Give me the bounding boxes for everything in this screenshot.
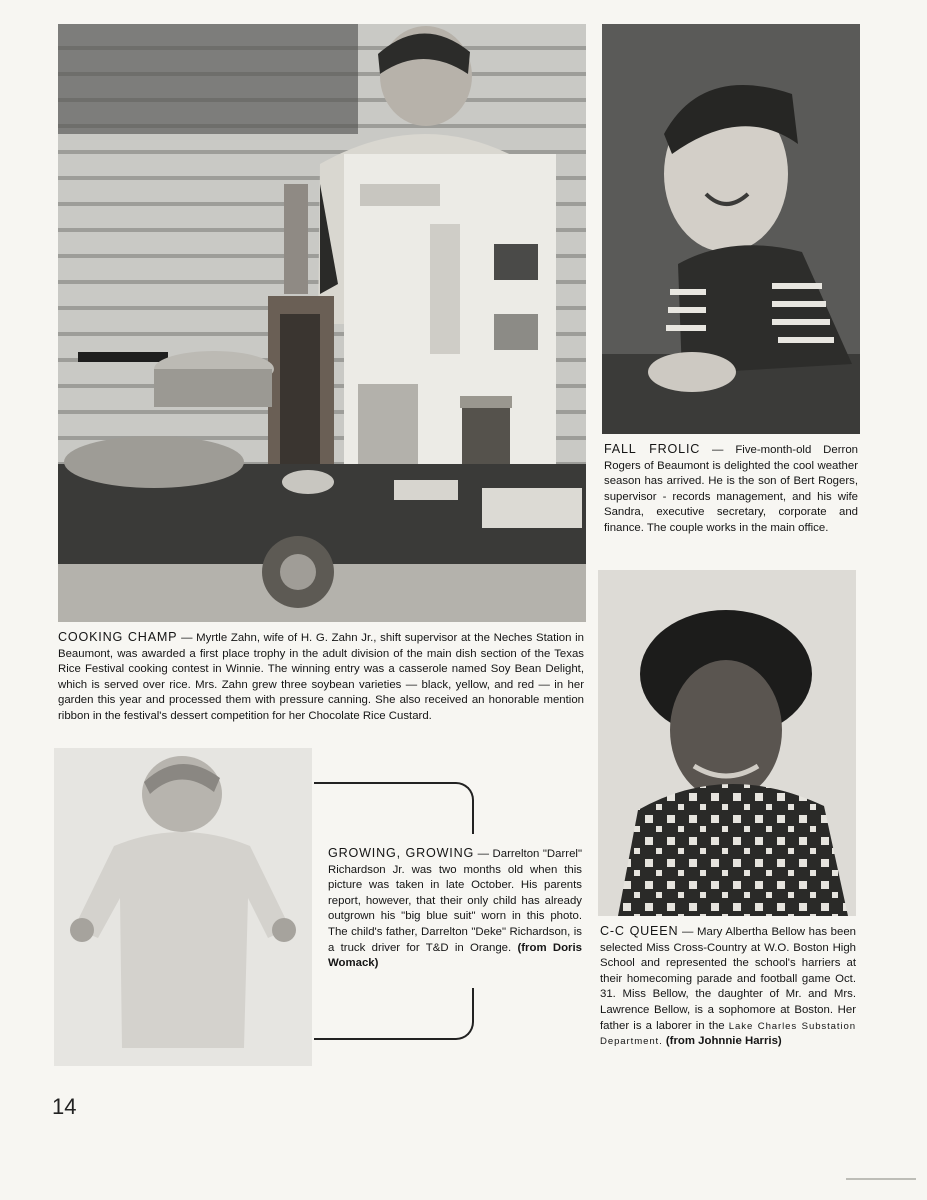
- cooking-champ-caption: [58, 630, 584, 725]
- cooking-champ-body: — Myrtle Zahn, wife of H. G. Zahn Jr., shift supervisor at the Neches Station in Beaumont, was awarded a first place trophy in the adult division of the main dish section of the Texas Rice Festival cooking contest in Winnie. The winning entry was a casserole named Soy Bean Delight, which is served over rice. Mrs. Zahn grew three soybean varieties — black, yellow, and red — in her garden this year and processed them with pressure canning. She also received an honorable mention ribbon in the festival's dessert competition for her Chocolate Rice Custard.: [58, 632, 585, 722]
- growing-heading: GROWING, GROWING: [328, 846, 475, 860]
- cooking-champ-photo: [58, 24, 586, 622]
- cc-queen-photo: [598, 570, 856, 916]
- fall-frolic-photo: [602, 24, 860, 434]
- growing-body: — Darrelton "Darrel" Richardson Jr. was two months old when this picture was taken in late October. His parents report, however, that their only child has already outgrown his "big blue suit" worn in this photo. The child's father, Darrelton "Deke" Richardson, is a truck driver for T&D in Orange.: [328, 848, 582, 954]
- page-number: 14: [52, 1094, 77, 1119]
- cc-queen-caption: [600, 924, 856, 1050]
- growing-caption: [328, 846, 582, 972]
- growing-photo: [54, 748, 312, 1066]
- cc-queen-credit: (from Johnnie Harris): [665, 1035, 782, 1048]
- page-edge-line: [846, 1178, 916, 1180]
- growing-credit: (from Doris Womack): [328, 941, 582, 970]
- cc-queen-body: — Mary Albertha Bellow has been selected Miss Cross-Country at W.O. Boston High School and represented the school's harriers at their homecoming parade and football game Oct. 31. Miss Bellow, the daughter of Mr. and Mrs. Lawrence Bellow, is a sophomore at Boston. Her father is a laborer in the: [600, 926, 856, 1032]
- caption-bracket-bottom: [314, 988, 474, 1040]
- cc-queen-heading: C-C QUEEN: [600, 924, 679, 938]
- cc-queen-small-line: Lake Charles Substation Department.: [600, 1020, 856, 1048]
- fall-frolic-body: — Five-month-old Derron Rogers of Beaumont is delighted the cool weather season has arrived. He is the son of Bert Rogers, supervisor - records management, and his wife Sandra, executive secretary, corporate and finance. The couple works in the main office.: [604, 444, 859, 534]
- cooking-champ-heading: COOKING CHAMP: [58, 630, 178, 644]
- caption-bracket-top: [314, 782, 474, 834]
- fall-frolic-heading: FALL FROLIC: [604, 442, 701, 456]
- fall-frolic-caption: [604, 442, 858, 537]
